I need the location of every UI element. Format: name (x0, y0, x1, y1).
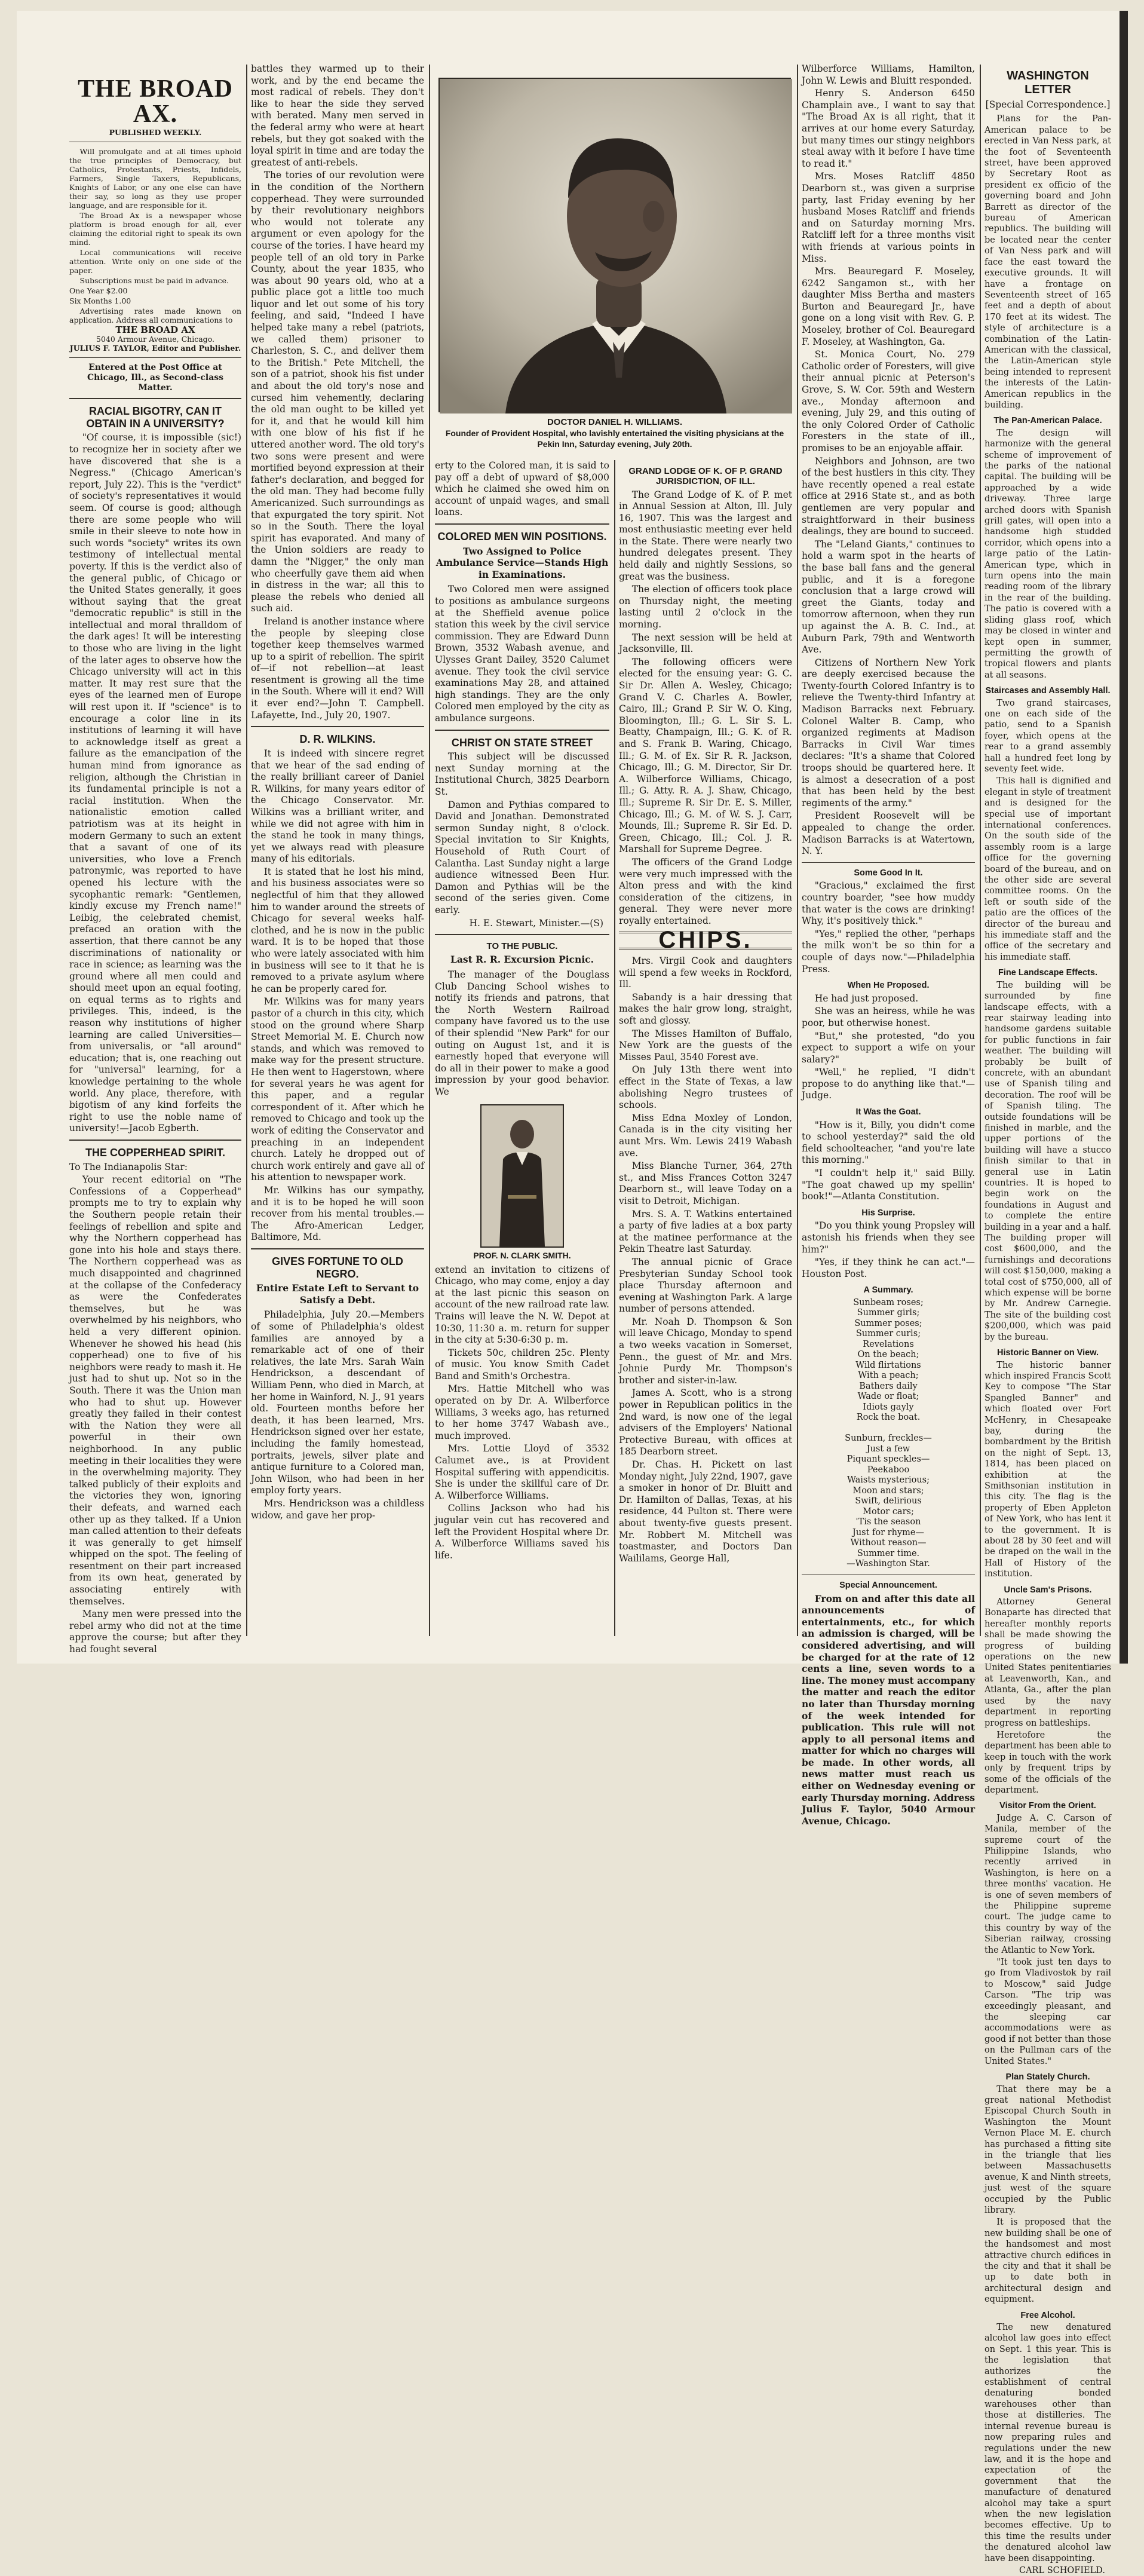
column-3 (435, 460, 609, 1641)
headline-colored-men: COLORED MEN WIN POSITIONS. (437, 530, 607, 543)
divider (69, 357, 241, 358)
joke-paragraph: "Do you think young Propsley will astonish his friends when they see him?" (802, 1220, 975, 1255)
article-paragraph: The building will be surrounded by fine landscape effects, with a rear stairway leading into handsome gardens suitable for public functions in fair weather. The building will probably be built of concrete, with an abundant use of Spanish tiling and decoration. The roof will be of Spanish tiling. The outside foundations will be finished in marble, and the upper portions of the building will have a stucco finish similar to that in general use in Latin countries. It is hoped to begin work on the foundations in August and to complete the entire building in a year and a half. The building proper will cost $600,000, and the furnishings and decorations will cost $150,000, making a total cost of $750,000, all of which expense will be borne by Mr. Andrew Carnegie. The site of the building cost $200,000, which was paid by the bureau. (984, 980, 1111, 1342)
headline-christ-state-street: CHRIST ON STATE STREET (451, 736, 593, 749)
article-paragraph: The design will harmonize with the general scheme of improvement of the parks of the national capital. The building will be approached by a wide driveway. Three large arched doors with Spanish grill gates, will open into a handsome high studded corridor, which opens into a large patio of the Latin-American type, which in turn opens into the main reading room of the library in the rear of the building. The patio is covered with a sliding glass roof, which may be closed in winter and kept open in summer, permitting the growth of tropical flowers and plants at all seasons. (984, 428, 1111, 680)
chip-item: James A. Scott, who is a strong power in Republican politics in the 2nd ward, is now one of the legal advisers of the Employers' National Protective Bureau, with offices at 185 Dearborn street. (619, 1387, 792, 1457)
chip-item: On July 13th there went into effect in the State of Texas, a law abolishing Negro trustees of schools. (619, 1064, 792, 1111)
chip-item: Henry S. Anderson 6450 Champlain ave., I want to say that "The Broad Ax is all right, that it arrives at our home every Saturday, but many times our stingy neighbors steal away with it before I have time to read it." (802, 88, 975, 169)
poem-line: Just for rhyme— (852, 1527, 924, 1537)
masthead-policy: The Broad Ax is a newspaper whose platform is broad enough for all, ever claiming the editorial right to speak its own mind. (69, 211, 241, 247)
poem-line: Piquant speckles— (847, 1454, 930, 1465)
headline-grand-lodge: GRAND LODGE OF K. OF P. GRAND JURISDICTION, OF ILL. (628, 466, 783, 487)
article-paragraph: The following officers were elected for the ensuing year: G. C. Sir Dr. Allen A. Wesley, Chicago; Grand V. C. Charles A. Bowler, Cairo, Ill.; Grand P. Sir W. O. King, Bloomington, Ill.; G. L. Sir S. L. Beatty, Champaign, Ill.; G. K. of R. and S. Frank B. Waring, Chicago, Ill.; G. M. of Ex. Sir R. R. Jackson, Chicago, Ill.; G. M. Director, Sir Dr. A. Wilberforce Williams, Chicago, Ill.; G. Atty. R. A. J. Shaw, Chicago, Ill.; Supreme R. Sir Dr. E. S. Miller, Chicago, Ill.; G. M. of W. S. J. Carr, Mounds, Ill.; Supreme R. Sir Ed. D. Green, Chicago, Ill.; Col. J. R. Marshall for Supreme Degree. (619, 656, 792, 855)
article-paragraph: Philadelphia, July 20.—Members of some of Philadelphia's oldest families are annoyed by a remarkable act of one of their relatives, the late Mrs. Sarah Wain Hendrickson, a descendant of William Penn, who died in March, at her home in Wainford, N. J., 91 years old. Fourteen months before her death, it has been learned, Mrs. Hendrickson signed over her estate, including the family homestead, portraits, jewels, silver plate and antique furniture to a Colored man, John Wilson, who had been in her employ forty years. (251, 1309, 424, 1496)
article-paragraph: Plans for the Pan-American palace to be erected in Van Ness park, at the foot of Seventeenth street, have been approved by Secretary Root as president ex officio of the governing board and John Barrett as director of the bureau of American republics. The building will be located near the center of Van Ness park and will face the east toward the executive grounds. It will have a frontage on Seventeenth street of 165 feet and a depth of about 170 feet at its widest. The style of architecture is a combination of the Latin-American with the classical, the Latin-American style being intended to represent the interests of the Latin-American republics in the building. (984, 114, 1111, 410)
poem-line: Wade or float; (857, 1392, 919, 1402)
chip-item: Mrs. Moses Ratcliff 4850 Dearborn st., was given a surprise party, last Friday evening by her husband Moses Ratcliff and friends and on Saturday morning Mrs. Ratcliff left for a three months visit with friends at various points in Miss. (802, 171, 975, 264)
headline-washington-letter: WASHINGTON LETTER (1007, 69, 1089, 96)
poem-line: On the beach; (857, 1350, 919, 1360)
divider (251, 726, 424, 727)
masthead-advance: Subscriptions must be paid in advance. (79, 276, 229, 285)
poem-line: Bathers daily (859, 1381, 918, 1391)
article-paragraph: Tickets 50c, children 25c. Plenty of music. You know Smith Cadet Band and Smith's Orchestra. (435, 1347, 609, 1382)
divider (251, 1248, 424, 1249)
poem-line: Just a few (866, 1444, 910, 1454)
article-paragraph: It is proposed that the new building shall be one of the handsomest and most attractive church edifices in the city and that it shall be up to date both in architectural design and equipment. (984, 2217, 1111, 2305)
article-paragraph: It is stated that he lost his mind, and his business associates were so neglectful of him that they allowed him to wander around the streets of Chicago for several weeks half-clothed, and he is now in the public ward. It is to be hoped that those who were lately associated with him in business will see to it that he is removed to a private asylum where he can be properly cared for. (251, 866, 424, 994)
subheadline: [Special Correspondence.] (985, 99, 1111, 110)
chip-item: The annual picnic of Grace Presbyterian Sunday School took place Thursday afternoon and evening at Washington Park. A large number of persons attended. (619, 1256, 792, 1315)
article-paragraph: Mrs. Lottie Lloyd of 3532 Calumet ave., is at Provident Hospital suffering with appendicitis. She is under the skillful care of Dr. A. Wilberforce Williams. (435, 1443, 609, 1501)
joke-paragraph: "Yes, if they think he can act."—Houston Post. (802, 1257, 975, 1279)
poem-line: Idiots gayly (863, 1402, 914, 1412)
article-paragraph: Judge A. C. Carson of Manila, member of the supreme court of the Philippine Islands, who recently arrived in Washington, is here on a three months' vacation. He is one of seven members of the Philippine supreme court. The judge came to this country by way of the Siberian railway, crossing the Atlantic to New York. (984, 1813, 1111, 1955)
column-6 (984, 63, 1111, 2575)
announcement-heading: Special Announcement. (839, 1580, 937, 1590)
article-paragraph: The tories of our revolution were in the condition of the Northern copperhead. They were surrounded by their revolutionary neighbors who would not tolerate any argument or even apology for the course of the tories. I have heard my people tell of an old tory in Parke County, about the year 1835, who was about 90 years old, who at a public place got a little too much liquor and let out some of his tory feeling, and said, "Indeed I have helped take many a rebel (patriots, we called them) prisoner to Charleston, S. C., and deliver them to the British." Pete Mitchell, the son of a patriot, shook his fist under and about the old tory's nose and cursed him vehemently, declaring the old man ought to be killed yet for it, and that he would kill him with one blow of his fist if he uttered another word. The old tory's two sons were present and were mortified beyond expression at their father's declaration, and begged for the old man. They had become fully Americanized. Such surroundings as that expurgated the tory spirit. Not so in the South. There the loyal spirit has evaporated. And many of the Union soldiers are ready to damn the "Nigger," the only man who cheerfully gave them aid when in distress in the war; all this to please the rebels who denied all such aid. (251, 170, 424, 614)
poem-line: Swift, delirious (855, 1496, 922, 1506)
divider (802, 862, 975, 863)
subheadline: Two Assigned to Police Ambulance Service—Stands High in Examinations. (435, 545, 609, 580)
poem-line: Peekaboo (867, 1465, 910, 1475)
divider (435, 523, 609, 525)
chip-item: Miss Edna Moxley of London, Canada is in the city visiting her aunt Mrs. Wm. Lewis 2419 Wabash ave. (619, 1112, 792, 1159)
poem-line (802, 1423, 975, 1434)
column-rule (246, 65, 247, 1636)
headline-fortune: GIVES FORTUNE TO OLD NEGRO. (272, 1255, 403, 1280)
article-paragraph: Heretofore the department has been able to keep in touch with the work only by frequent trips by some of the officials of the department. (984, 1730, 1111, 1795)
chip-item: Neighbors and Johnson, are two of the best hustlers in this city. They have recently opened a real estate office at 2916 State st., and as both gentlemen are very popular and straightforward in their business dealings, they are bound to succeed. (802, 455, 975, 537)
article-paragraph: It is indeed with sincere regret that we hear of the sad ending of the really brilliant career of Daniel R. Wilkins, for many years editor of the Chicago Conservator. Mr. Wilkins was a brilliant writer, and while we did not agree with him in the stand he took in many things, yet we always read with pleasure many of his editorials. (251, 748, 424, 865)
article-paragraph: "It took just ten days to go from Vladivostok by rail to Moscow," said Judge Carson. "The trip was exceedingly pleasant, and the sleeping car accommodations were as good if not better than those on the Pullman cars of the United States." (984, 1958, 1111, 2066)
masthead-platform: Will promulgate and at all times uphold the true principles of Democracy, but Catholics, Protestants, Priests, Infidels, Farmers, Single Taxers, Republicans, Knights of Labor, or any one else can have their say, so long as they use proper language, and are responsible for it. (69, 147, 241, 210)
poem-line: 'Tis the season (855, 1517, 921, 1527)
headline-to-public: TO THE PUBLIC. (486, 941, 558, 952)
column-rule (980, 65, 981, 1636)
portrait-caption (438, 417, 791, 449)
masthead-adv: Advertising rates made known on application. Address all communications to (69, 307, 241, 324)
newspaper-page (17, 11, 1128, 2575)
masthead-address: 5040 Armour Avenue, Chicago. (96, 335, 214, 344)
poem-heading: A Summary. (863, 1285, 913, 1295)
poem-line: Summer poses; (854, 1318, 922, 1328)
portrait-caption-name: DOCTOR DANIEL H. WILLIAMS. (547, 417, 683, 427)
chip-item: Mrs. Virgil Cook and daughters will spend a few weeks in Rockford, Ill. (619, 955, 792, 990)
poem-line: Sunburn, freckles— (845, 1434, 932, 1444)
article-paragraph: The historic banner which inspired Francis Scott Key to compose "The Star Spangled Banner" and which floated over Fort McHenry, in Chesapeake bay, during the bombardment by the British on the night of Sept. 13, 1814, has been placed on exhibition at the Smithsonian institution in this city. The flag is the property of Eben Appleton of New York, who has lent it to the government. It is about 28 by 30 feet and will be draped on the wall in the Hall of History of the institution. (984, 1360, 1111, 1579)
article-paragraph: The next session will be held at Jacksonville, Ill. (619, 632, 792, 655)
poem-line: Without reason— (850, 1538, 927, 1548)
poem-line: With a peach; (858, 1371, 919, 1381)
poem-line: Motor cars; (863, 1506, 914, 1517)
section-heading: Uncle Sam's Prisons. (1004, 1585, 1092, 1595)
joke-paragraph: "Yes," replied the other, "perhaps the milk won't be so thin for a couple of days now."—Philadelphia Press. (802, 928, 975, 975)
signature: CARL SCHOFIELD. (1019, 2565, 1105, 2575)
chip-item: President Roosevelt will be appealed to change the order. Madison Barracks is at Watertown, N. Y. (802, 810, 975, 857)
masthead-published: PUBLISHED WEEKLY. (109, 128, 202, 137)
section-heading: Free Alcohol. (1020, 2310, 1075, 2320)
joke-heading: His Surprise. (861, 1208, 915, 1218)
article-paragraph: This subject will be discussed next Sunday morning at the Institutional Church, 3825 Dearborn St. (435, 751, 609, 798)
article-paragraph: Damon and Pythias compared to David and Jonathan. Demonstrated sermon Sunday night, 8 o'clock. Special invitation to Sir Knights, Household of Ruth Court of Calantha. Last Sunday night a large audience witnessed Been Hur. Damon and Pythias will be the second of the series given. Come early. (435, 799, 609, 915)
rate-six: Six Months 1.00 (69, 296, 131, 305)
chip-item: The Misses Hamilton of Buffalo, New York are the guests of the Misses Paul, 3540 Forest ave. (619, 1028, 792, 1062)
poem-line: Summer girls; (857, 1308, 920, 1318)
column-5 (802, 63, 975, 1827)
masthead-entered: Entered at the Post Office at Chicago, Ill., as Second-class Matter. (87, 363, 224, 393)
joke-paragraph: "I couldn't help it," said Billy. "The goat chawed up my spellin' book!"—Atlanta Constitution. (802, 1168, 975, 1202)
article-paragraph: Mrs. Hattie Mitchell who was operated on by Dr. A. Wilberforce Williams, 3 weeks ago, has returned to her home 3747 Wabash ave., much improved. (435, 1383, 609, 1441)
divider (69, 1140, 241, 1141)
section-heading: Plan Stately Church. (1005, 2072, 1090, 2082)
headline-racial-bigotry: RACIAL BIGOTRY, CAN IT OBTAIN IN A UNIVERSITY? (86, 405, 225, 430)
masthead-editor: JULIUS F. TAYLOR, Editor and Publisher. (69, 344, 241, 353)
poem-line: Summer time. (857, 1548, 920, 1558)
article-paragraph: extend an invitation to citizens of Chicago, who may come, enjoy a day at the last picnic this season on account of the new railroad rate law. Trains will leave the N. W. Depot at 10:30, 11:30 a. m. return for supper in the city at 5:30-6:30 p. m. (435, 1264, 609, 1346)
article-paragraph: This hall is dignified and elegant in style of treatment and is designed for the special use of important international conferences. On the south side of the assembly room is a large office for the governing board of the bureau, and on the other side are several committee rooms. On the left or south side of the patio are the offices of the director of the bureau and his immediate staff and the office of the secretary and his immediate staff. (984, 776, 1111, 962)
joke-paragraph: "Gracious," exclaimed the first country boarder, "see how muddy that water is the cows are drinking! Why, it's positively thick." (802, 880, 975, 927)
article-paragraph: Collins Jackson who had his jugular vein cut has recovered and left the Provident Hospital where Dr. A. Wilberforce Williams saved his life. (435, 1503, 609, 1561)
headline-wilkins: D. R. WILKINS. (299, 733, 376, 746)
section-heading: The Pan-American Palace. (993, 416, 1102, 426)
poem-line: Moon and stars; (852, 1485, 924, 1496)
joke-heading: Some Good In It. (854, 868, 923, 878)
section-heading: Visitor From the Orient. (999, 1801, 1096, 1811)
article-paragraph: Mr. Wilkins was for many years pastor of a church in this city, which stood on the ground where Sharp Street Memorial M. E. Church now stands, and which was removed to make way for the present structure. He then went to Hagerstown, where for several years he was agent for this paper, and a regular correspondent of it. After which he removed to Chicago and took up the work of editing the Conservator and preaching in an independent church. Lately he dropped out of church work entirely and gave all of his attention to newspaper work. (251, 996, 424, 1183)
joke-paragraph: She was an heiress, while he was poor, but otherwise honest. (802, 1006, 975, 1028)
article-paragraph: Ireland is another instance where the people by sleeping close together keep themselves warmed up to a spirit of rebellion. The spirit of—if not rebellion—at least resentment is growing all the time in the South. Where will it end? Will it ever end?—John T. Campbell. Lafayette, Ind., July 20, 1907. (251, 615, 424, 721)
chip-item: The "Leland Giants," continues to hold a warm spot in the hearts of the base ball fans and the general public, and it is a foregone conclusion that a large crowd will greet the Giants, today and tomorrow afternoon, when they run up against the A. B. C. Ind., at Auburn Park, 79th and Wentworth Ave. (802, 538, 975, 656)
masthead-title: THE BROAD AX. (78, 75, 233, 128)
chip-item: Mrs. S. A. T. Watkins entertained a party of five ladies at a box party at the matinee performance at the Pekin Theatre last Saturday. (619, 1208, 792, 1255)
article-paragraph: battles they warmed up to their work, and by the end became the most radical of rebels. They don't like to hear the side they served with berated. Many men served in the federal army who were at heart rebels, but they got soaked with the loyal spirit in time and are today the greatest of anti-rebels. (251, 63, 424, 168)
rate-year: One Year $2.00 (69, 286, 128, 295)
section-heading: Staircases and Assembly Hall. (985, 686, 1111, 696)
section-heading: Fine Landscape Effects. (998, 968, 1097, 978)
article-paragraph: Mr. Wilkins has our sympathy, and it is to be hoped he will soon recover from his mental troubles.—The Afro-American Ledger, Baltimore, Md. (251, 1184, 424, 1243)
chip-item: Dr. Chas. H. Pickett on last Monday night, July 22nd, 1907, gave a smoker in honor of Dr. Bluitt and Dr. Hamilton of Dallas, Texas, at his residence, 44 Pulton st. There were about twenty-five guests present. Mr. Robbert M. Mitchell was toastmaster, and Doctors Dan Waililams, George Hall, (619, 1459, 792, 1564)
portrait-clark-smith-figure (481, 1105, 563, 1246)
subheadline: Entire Estate Left to Servant to Satisfy a Debt. (256, 1282, 419, 1306)
chip-item: Sabandy is a hair dressing that makes the hair grow long, straight, soft and glossy. (619, 991, 792, 1027)
clark-smith-caption: PROF. N. CLARK SMITH. (473, 1250, 571, 1260)
masthead-paper: THE BROAD AX (115, 324, 195, 335)
headline-copperhead: THE COPPERHEAD SPIRIT. (85, 1147, 226, 1159)
column-1 (69, 76, 241, 1654)
article-paragraph: Attorney General Bonaparte has directed that hereafter monthly reports shall be made showing the progress of building operations on the new United States penitentiaries at Leavenworth, Kan., and Atlanta, Ga., after the plan used by the navy department in reporting progress on battleships. (984, 1597, 1111, 1728)
portrait-clark-smith (480, 1104, 564, 1248)
divider (435, 730, 609, 731)
divider (435, 934, 609, 935)
joke-heading: When He Proposed. (847, 981, 930, 991)
chip-item: St. Monica Court, No. 279 Catholic order of Foresters, will give their annual picnic at Peterson's Grove, S. W. Cor. 59th and Western ave., Monday afternoon and evening, July 29, and this outing of the only Colored Order of Catholic Foresters in the state of ill., promises to be an enjoyable affair. (802, 349, 975, 454)
article-paragraph: erty to the Colored man, it is said to pay off a debt of upward of $8,000 which he claimed she owed him on account of unpaid wages, and small loans. (435, 460, 609, 518)
subheadline: Last R. R. Excursion Picnic. (450, 954, 594, 966)
poem-line: Sunbeam roses; (853, 1297, 924, 1307)
poem-line: Revelations (863, 1339, 914, 1349)
joke-paragraph: "How is it, Billy, you didn't come to school yesterday?" said the old field schoolteacher, "and you're late this morning." (802, 1119, 975, 1166)
announcement-text: From on and after this date all announcements of entertainments, etc., for which an admission is charged, will be considered advertising, and will be charged for at the rate of 12 cents a line, seven words to a line. The money must accompany the matter and reach the editor no later than Thursday morning of the week intended for publication. This rule will not apply to all personal items and matter for which no charges will be made. In other words, all news matter must reach us either on Wednesday evening or early Thursday morning. Address Julius F. Taylor, 5040 Armour Avenue, Chicago. (802, 1592, 975, 1827)
poem-line: —Washington Star. (847, 1559, 930, 1569)
article-paragraph: The officers of the Grand Lodge were very much impressed with the Alton press and with the kind consideration of the citizens, in general. They were never more royally entertained. (619, 856, 792, 926)
portrait-daniel-williams (438, 78, 791, 412)
joke-paragraph: He had just proposed. (814, 993, 919, 1004)
article-paragraph: Mrs. Hendrickson was a childless widow, and gave her prop- (251, 1497, 424, 1521)
poem-line: Rock the boat. (856, 1413, 921, 1423)
article-paragraph: "Of course, it is impossible (sic!) to recognize her in society after we have discovered that she is a Negress." (Chicago American's report, July 22). This is the "verdict" of society's representatives it would seem. Of course is good; although there are some people who will smile in their sleeve to note how in such words "society" writes its own testimony of intellectual mental poverty. If this is the verdict also of the general public, of Chicago or the United States generally, it goes without saying that the great "democratic republic" is still in the intellectual and moral thralldom of the dark ages! It will be interesting to those who are living in the light of the later ages to observe how the Chicago university will act in this matter. It may rest sure that the eyes of the learned men of Europe will rest upon it. If "science" is to encourage a color line in its institutions of learning it will have to acknowledge itself as great a failure as the emancipation of the human mind from ignorance as religion, although the Christian in its fundamental principle is not a racial institution. When the nationalistic emotion called patriotism was at its height in modern Germany to such an extent that a savant of one of its universities, who love a French patronymic, was reported to have opened his lecture with the sycophantic remark: "Gentlemen, kindly excuse my French name!" Leibig, the celebrated chemist, prefaced an oration with the assertion, that there cannot be any discriminations of nationality or race in science; as learning was the ground where all men could and should meet upon an equal footing, on equal terms as to rights and privileges. This, indeed, is the reason why institutions of higher learning are called Universities—from universalis, or "all around" education; that is, one reaching out for "universal" learning, for a knowledge pertaining to the whole world. Any place, therefore, with bigotism of any kind forfeits the right to use the noble name of university!—Jacob Egberth. (69, 432, 241, 1134)
article-salutation: To The Indianapolis Star: (69, 1161, 188, 1172)
article-paragraph: Your recent editorial on "The Confessions of a Copperhead" prompts me to try to explain why the Southern people retain their feelings of rebellion and spite and why the Northern copperhead has gone into his hole and stays there. The Northern copperhead was as much disappointed and chagrinned at the collapse of the Confederacy as were the Confederates themselves, but he was overwhelmed by his neighbors, who held a very different opinion. Whenever he showed his head (his copperhead) one to five of his neighbors were ready to mash it. He just had to shut up. Not so in the South. There it was the Union man who had to shut up. However greatly they failed in their contest with the Nation they were all powerful in their own neighborhood. In any public meeting in their localities they were in the overwhelming majority. They talked publicly of their exploits and the victories they won, ignoring their defeats, and warned each other up as they talked. If a Union man called attention to their defeats it was generally to get himself whipped on the spot. The feeling of resentment on their part increased from its own heat, generated by associating entirely with themselves. (69, 1174, 241, 1607)
chip-item: Wilberforce Williams, Hamilton, John W. Lewis and Bluitt responded. (802, 63, 975, 86)
article-paragraph: Two grand staircases, one on each side of the patio, send to a Spanish foyer, which opens at the rear to a grand assembly hall a hundred feet long by seventy feet wide. (984, 698, 1111, 774)
poem-line: Wild flirtations (855, 1360, 921, 1370)
chips-heading: CHIPS. (619, 932, 792, 949)
column-2 (251, 63, 424, 1641)
portrait-figure (440, 79, 792, 413)
section-heading: Historic Banner on View. (996, 1348, 1099, 1358)
article-paragraph: The Grand Lodge of K. of P. met in Annual Session at Alton, Ill. July 16, 1907. This was the largest and most enthusiastic meeting ever held in the State. There were nearly two hundred delegates present. They held daily and nightly Sessions, so great was the business. (619, 489, 792, 582)
column-rule (797, 65, 798, 1636)
poem-line: Summer curls; (855, 1329, 921, 1339)
joke-heading: It Was the Goat. (855, 1107, 921, 1117)
chip-item: Mr. Noah D. Thompson & Son will leave Chicago, Monday to spend a two weeks vacation in Somerset, Penn., the guest of Mr. and Mrs. Johnie Purdy Mr. Thompson's brother and sister-in-law. (619, 1316, 792, 1386)
article-paragraph: The manager of the Douglass Club Dancing School wishes to notify its friends and patrons, that the North Western Railroad company have favored us to the use of their splendid "New Park" for our outing on August 1st, and it is earnestly hoped that everyone will do all in their power to make a good impression by your good behavior. We (435, 969, 609, 1097)
joke-paragraph: "But," she protested, "do you expect to support a wife on your salary?" (802, 1030, 975, 1065)
signature: H. E. Stewart, Minister.—(S) (469, 917, 603, 929)
article-paragraph: That there may be a great national Methodist Episcopal Church South in Washington the Mount Vernon Place M. E. church has purchased a fitting site in the triangle that lies between Massachusetts avenue, K and Ninth streets, just west of the square occupied by the Public library. (984, 2084, 1111, 2215)
article-paragraph: Two Colored men were assigned to positions as ambulance surgeons at the Sheffield avenue police station this week by the civil service commission. They are Edward Dunn Brown, 3532 Wabash avenue, and Ulysses Grant Dailey, 3520 Calumet avenue. They took the civil service examinations May 28, and attained high standings. They are the only Colored men employed by the city as ambulance surgeons. (435, 584, 609, 724)
column-rule (429, 65, 430, 1636)
divider (69, 398, 241, 399)
article-paragraph: The election of officers took place on Thursday night, the meeting lasting until 2 o'clock in the morning. (619, 584, 792, 630)
chip-item: Mrs. Beauregard F. Moseley, 6242 Sangamon st., with her daughter Miss Bertha and masters Burton and Beauregard Jr., have gone on a long visit with Rev. G. P. Moseley, brother of Col. Beauregard F. Moseley, at Washington, Ga. (802, 266, 975, 347)
column-4 (619, 460, 792, 1641)
poem-line: Waists mysterious; (847, 1475, 930, 1485)
article-paragraph: Many men were pressed into the rebel army who did not at the time approve the course; but after they had fought several (69, 1609, 241, 1655)
chip-item: Miss Blanche Turner, 364, 27th st., and Miss Frances Cotton 3247 Dearborn st., will leave Today on a visit to Detroit, Michigan. (619, 1160, 792, 1206)
portrait-caption-text: Founder of Provident Hospital, who lavishly entertained the visiting physicians at the Pekin Inn, Saturday evening, July 20th. (445, 428, 784, 449)
joke-paragraph: "Well," he replied, "I didn't propose to do anything like that."—Judge. (802, 1067, 975, 1101)
poem-summary (802, 1298, 975, 1570)
masthead-local: Local communications will receive attention. Write only on one side of the paper. (69, 248, 241, 275)
chip-item: Citizens of Northern New York are deeply exercised because the Twenty-fourth Colored Infantry is to relieve the Twenty-third Infantry at Madison Barracks next February. Colonel Walter B. Camp, who organized regiments at Madison Barracks in Civil War times declares: "It's a shame that Colored troops should be quartered here. It is almost a desecration of a post that has been held by the best regiments of the army." (802, 657, 975, 808)
column-rule (614, 460, 615, 1636)
article-paragraph: The new denatured alcohol law goes into effect on Sept. 1 this year. This is the legislation that authorizes the establishment of central denaturing bonded warehouses other than those at distilleries. The internal revenue bureau is now preparing rules and regulations under the new law, and it is the hope and expectation of the government that the manufacture of denatured alcohol may take a spurt when the new legislation becomes effective. Up to this time the results under the denatured alcohol law have been disappointing. (984, 2323, 1111, 2563)
